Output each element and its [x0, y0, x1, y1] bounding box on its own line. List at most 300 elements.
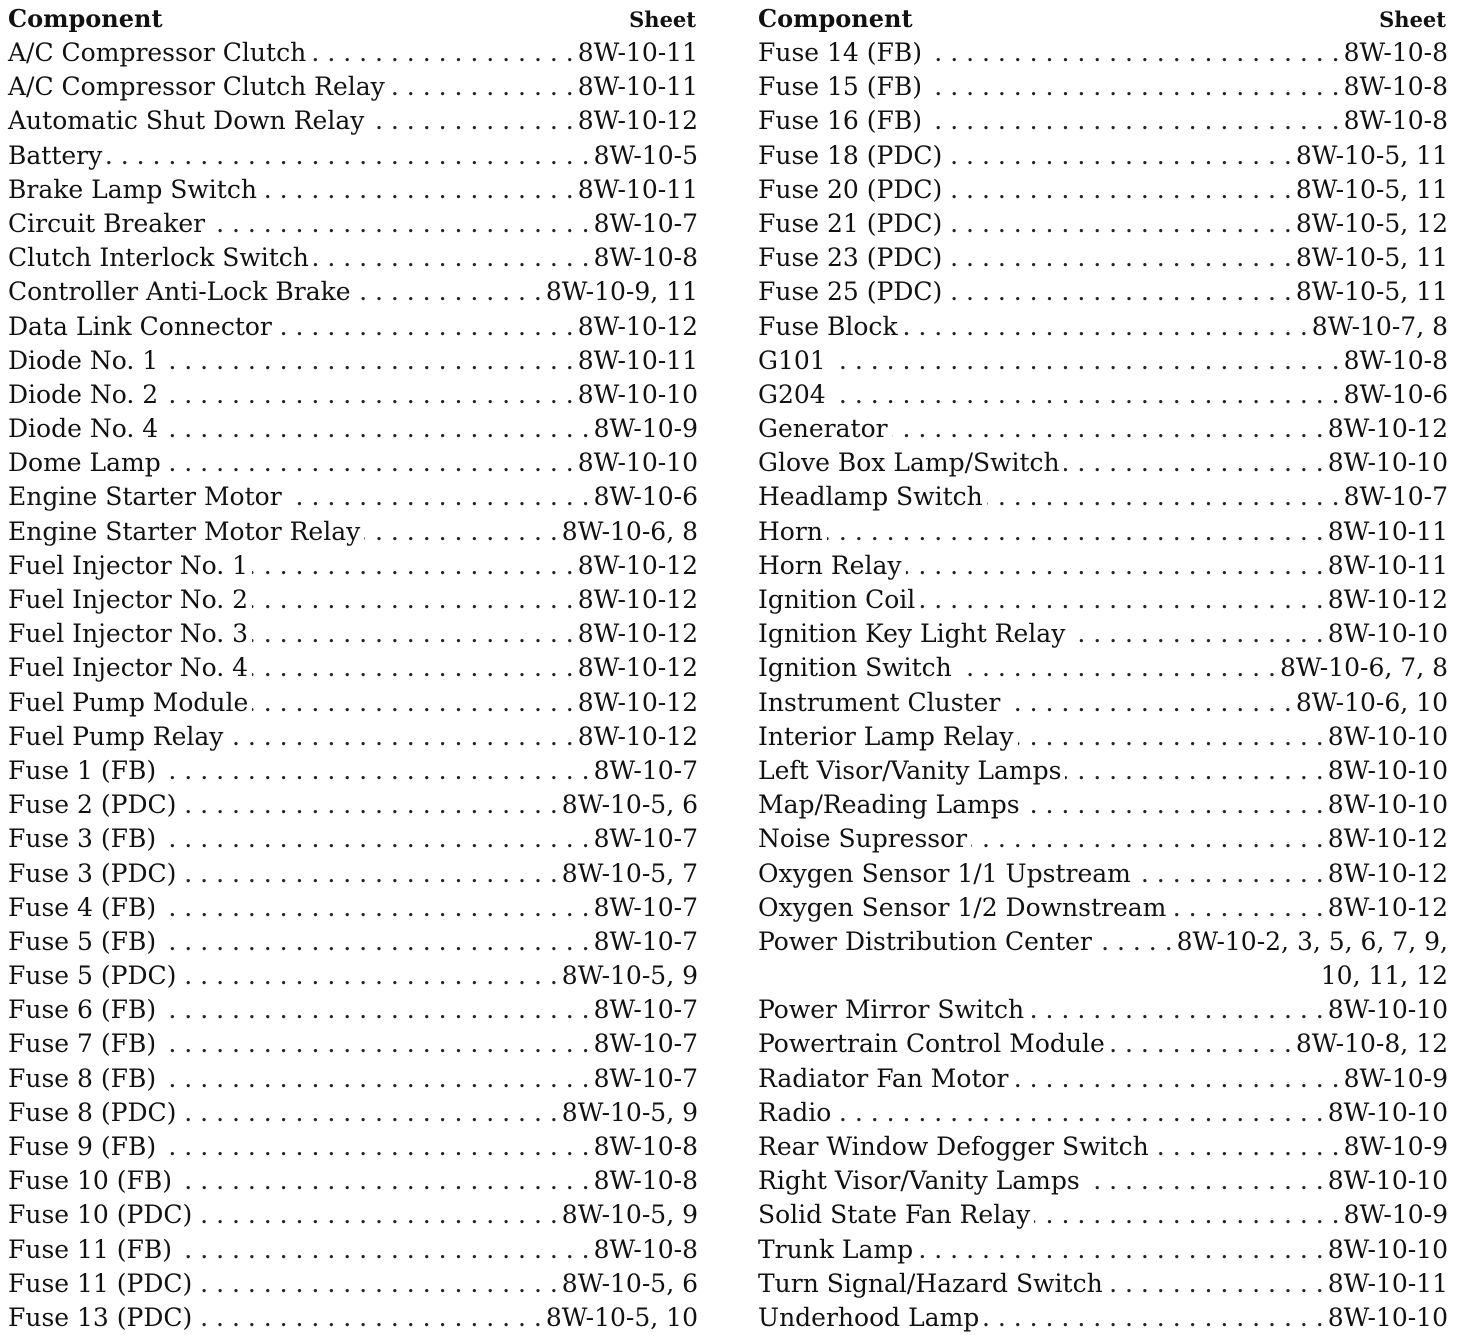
sheet-reference: 8W-10-8 — [1343, 38, 1448, 67]
component-name: Fuse 23 (PDC) — [758, 243, 943, 273]
component-name: Oxygen Sensor 1/2 Downstream — [758, 892, 1167, 922]
sheet-reference: 8W-10-10 — [1327, 790, 1448, 820]
sheet-reference: 8W-10-10 — [1327, 995, 1448, 1025]
sheet-reference: 8W-10-12 — [1327, 858, 1448, 888]
sheet-reference: 8W-10-9 — [1343, 1200, 1448, 1230]
dot-leader — [252, 549, 574, 583]
dot-leader — [196, 1198, 558, 1232]
component-name: Fuse 5 (FB) — [8, 926, 157, 956]
dot-leader — [1170, 891, 1323, 925]
index-row — [758, 1267, 1448, 1301]
index-row — [8, 822, 698, 856]
component-name: Fuse 10 (FB) — [8, 1166, 173, 1196]
component-name: Ignition Coil — [758, 585, 916, 614]
index-row — [758, 993, 1448, 1027]
right-column-header — [758, 2, 1448, 36]
component-name: A/C Compressor Clutch — [8, 38, 307, 67]
sheet-reference: 8W-10-5, 6 — [561, 1268, 698, 1298]
component-name: G101 — [758, 345, 826, 375]
sheet-reference: 8W-10-7 — [593, 892, 698, 922]
component-name: Circuit Breaker — [8, 208, 206, 238]
component-name: Engine Starter Motor — [8, 482, 282, 512]
component-name: Fuse 25 (PDC) — [758, 277, 943, 307]
index-row — [8, 925, 698, 959]
sheet-header: Sheet — [629, 7, 696, 32]
component-name: Controller Anti-Lock Brake — [8, 277, 351, 307]
component-name: Radio — [758, 1097, 832, 1127]
component-name: Fuse 14 (FB) — [758, 38, 923, 67]
component-name: Underhood Lamp — [758, 1302, 980, 1332]
index-row — [758, 925, 1448, 959]
sheet-reference: 8W-10-7 — [593, 208, 698, 238]
dot-leader — [1069, 617, 1323, 651]
component-name: Diode No. 1 — [8, 345, 159, 375]
component-name: Rear Window Defogger Switch — [758, 1132, 1149, 1161]
dot-leader — [919, 583, 1323, 617]
component-name: Power Distribution Center — [758, 926, 1092, 956]
sheet-reference: 8W-10-9 — [1343, 1132, 1448, 1161]
dot-leader — [835, 1096, 1323, 1130]
component-name: Trunk Lamp — [758, 1234, 914, 1264]
sheet-reference: 8W-10-5, 9 — [561, 1097, 698, 1127]
dot-leader — [1064, 446, 1324, 480]
dot-leader — [956, 651, 1276, 685]
index-row — [758, 36, 1448, 70]
index-row — [8, 754, 698, 788]
dot-leader — [946, 275, 1292, 309]
index-row — [8, 275, 698, 309]
dot-leader — [1028, 993, 1324, 1027]
index-row — [8, 891, 698, 925]
sheet-reference: 8W-10-5, 9 — [561, 1200, 698, 1230]
sheet-reference: 8W-10-10 — [577, 379, 698, 409]
component-name: Brake Lamp Switch — [8, 174, 257, 204]
component-header: Component — [758, 4, 913, 33]
component-name: Horn — [758, 516, 823, 546]
dot-leader — [261, 173, 574, 207]
sheet-reference: 8W-10-8 — [593, 1166, 698, 1196]
dot-leader — [827, 515, 1324, 549]
dot-leader — [160, 822, 589, 856]
index-row — [8, 686, 698, 720]
sheet-reference: 8W-10-11 — [1327, 1268, 1448, 1298]
dot-leader — [917, 1233, 1324, 1267]
sheet-reference: 8W-10-12 — [577, 721, 698, 751]
component-name: Clutch Interlock Switch — [8, 243, 309, 273]
index-row — [8, 36, 698, 70]
dot-leader — [252, 651, 574, 685]
index-row — [8, 515, 698, 549]
sheet-reference: 8W-10-12 — [1327, 824, 1448, 854]
sheet-reference: 8W-10-12 — [577, 106, 698, 136]
sheet-reference: 8W-10-6, 10 — [1295, 687, 1448, 717]
sheet-reference: 8W-10-8 — [1343, 72, 1448, 102]
component-name: Fuse 20 (PDC) — [758, 174, 943, 204]
component-name: Fuse 8 (FB) — [8, 1063, 157, 1093]
index-row — [8, 617, 698, 651]
sheet-reference: 8W-10-5, 10 — [545, 1302, 698, 1332]
sheet-reference: 8W-10-10 — [1327, 619, 1448, 649]
sheet-reference: 8W-10-12 — [577, 311, 698, 341]
component-name: Fuel Injector No. 4 — [8, 653, 248, 683]
dot-leader — [355, 275, 542, 309]
sheet-reference: 8W-10-12 — [577, 687, 698, 717]
index-row — [758, 1027, 1448, 1061]
sheet-reference: 8W-10-6 — [1343, 379, 1448, 409]
component-name: Fuse 15 (FB) — [758, 72, 923, 102]
dot-leader — [106, 139, 589, 173]
dot-leader — [926, 70, 1340, 104]
dot-leader — [1004, 686, 1292, 720]
sheet-reference-continuation: 10, 11, 12 — [1320, 961, 1448, 991]
sheet-reference: 8W-10-5 — [593, 140, 698, 170]
component-name: Turn Signal/Hazard Switch — [758, 1268, 1103, 1298]
component-name: Battery — [8, 140, 103, 170]
index-row — [758, 651, 1448, 685]
component-name: Fuse 16 (FB) — [758, 106, 923, 136]
sheet-reference: 8W-10-7 — [593, 995, 698, 1025]
component-name: Left Visor/Vanity Lamps — [758, 755, 1062, 785]
dot-leader — [1096, 925, 1173, 959]
dot-leader — [987, 480, 1340, 514]
sheet-reference: 8W-10-12 — [577, 585, 698, 614]
component-name: Right Visor/Vanity Lamps — [758, 1166, 1080, 1196]
index-row — [758, 1130, 1448, 1164]
component-name: Fuse 7 (FB) — [8, 1029, 157, 1059]
index-row — [758, 412, 1448, 446]
sheet-reference: 8W-10-12 — [1327, 892, 1448, 922]
sheet-reference: 8W-10-12 — [1327, 414, 1448, 444]
dot-leader — [252, 686, 573, 720]
dot-leader — [926, 104, 1340, 138]
sheet-reference: 8W-10-10 — [1327, 1097, 1448, 1127]
component-name: Diode No. 4 — [8, 414, 159, 444]
dot-leader — [1018, 720, 1324, 754]
index-row — [758, 617, 1448, 651]
component-name: Oxygen Sensor 1/1 Upstream — [758, 858, 1131, 888]
index-row — [758, 139, 1448, 173]
index-row — [8, 651, 698, 685]
dot-leader — [310, 36, 574, 70]
dot-leader — [176, 1233, 590, 1267]
sheet-reference: 8W-10-5, 6 — [561, 790, 698, 820]
component-name: Powertrain Control Module — [758, 1029, 1105, 1059]
component-name: Headlamp Switch — [758, 482, 983, 512]
dot-leader — [971, 822, 1324, 856]
left-column — [8, 2, 698, 1335]
dot-leader — [1135, 857, 1324, 891]
index-row — [758, 549, 1448, 583]
component-name: Fuse 6 (FB) — [8, 995, 157, 1025]
dot-leader — [368, 104, 573, 138]
dot-leader — [160, 891, 589, 925]
sheet-reference: 8W-10-5, 12 — [1295, 208, 1448, 238]
dot-leader — [180, 788, 557, 822]
component-name: Fuse 5 (PDC) — [8, 961, 177, 991]
dot-leader — [902, 310, 1308, 344]
component-name: Fuel Pump Relay — [8, 721, 224, 751]
dot-leader — [180, 1096, 557, 1130]
index-row — [8, 173, 698, 207]
index-row — [8, 549, 698, 583]
component-name: Fuse 1 (FB) — [8, 755, 157, 785]
component-name: Map/Reading Lamps — [758, 790, 1020, 820]
sheet-reference: 8W-10-11 — [1327, 550, 1448, 580]
component-name: Fuse 9 (FB) — [8, 1132, 157, 1161]
dot-leader — [946, 241, 1292, 275]
sheet-reference: 8W-10-2, 3, 5, 6, 7, 9, — [1176, 926, 1448, 956]
index-row — [758, 1062, 1448, 1096]
component-name: Fuse 2 (PDC) — [8, 790, 177, 820]
index-row — [8, 310, 698, 344]
sheet-reference: 8W-10-10 — [577, 448, 698, 478]
component-name: Dome Lamp — [8, 448, 161, 478]
left-column-header — [8, 2, 698, 36]
dot-leader — [286, 480, 590, 514]
sheet-reference: 8W-10-12 — [577, 619, 698, 649]
component-name: Fuse 8 (PDC) — [8, 1097, 177, 1127]
sheet-reference: 8W-10-7 — [593, 1029, 698, 1059]
index-row — [758, 891, 1448, 925]
index-row — [758, 788, 1448, 822]
index-row-continuation — [758, 959, 1448, 993]
sheet-reference: 8W-10-5, 11 — [1295, 174, 1448, 204]
sheet-reference: 8W-10-10 — [1327, 755, 1448, 785]
component-name: Fuse 3 (PDC) — [8, 858, 177, 888]
component-name: Fuse 13 (PDC) — [8, 1302, 193, 1332]
dot-leader — [1024, 788, 1324, 822]
dot-leader — [160, 1027, 589, 1061]
sheet-reference: 8W-10-11 — [577, 345, 698, 375]
sheet-reference: 8W-10-6, 8 — [561, 516, 698, 546]
index-row — [8, 446, 698, 480]
dot-leader — [209, 207, 590, 241]
dot-leader — [946, 139, 1292, 173]
index-row — [8, 1267, 698, 1301]
sheet-reference: 8W-10-7 — [593, 755, 698, 785]
sheet-reference: 8W-10-11 — [1327, 516, 1448, 546]
index-row — [758, 70, 1448, 104]
component-name: Fuse 18 (PDC) — [758, 140, 943, 170]
component-name: A/C Compressor Clutch Relay — [8, 72, 385, 102]
index-row — [758, 1164, 1448, 1198]
component-name: Diode No. 2 — [8, 379, 159, 409]
component-name: Ignition Switch — [758, 653, 952, 683]
sheet-reference: 8W-10-11 — [577, 38, 698, 67]
sheet-reference: 8W-10-6 — [593, 482, 698, 512]
index-row — [758, 173, 1448, 207]
dot-leader — [926, 36, 1340, 70]
dot-leader — [1153, 1130, 1340, 1164]
sheet-reference: 8W-10-5, 7 — [561, 858, 698, 888]
sheet-reference: 8W-10-11 — [577, 72, 698, 102]
sheet-reference: 8W-10-5, 11 — [1295, 140, 1448, 170]
sheet-reference: 8W-10-12 — [1327, 585, 1448, 614]
right-row-list — [758, 36, 1448, 1335]
index-row — [758, 207, 1448, 241]
dot-leader — [165, 446, 574, 480]
component-name: Fuse 21 (PDC) — [758, 208, 943, 238]
dot-leader — [364, 515, 558, 549]
dot-leader — [160, 1062, 589, 1096]
component-name: Fuel Injector No. 2 — [8, 585, 248, 614]
index-row — [8, 412, 698, 446]
dot-leader — [176, 1164, 590, 1198]
index-row — [8, 1096, 698, 1130]
index-row — [8, 344, 698, 378]
component-name: Fuse 10 (PDC) — [8, 1200, 193, 1230]
sheet-reference: 8W-10-6, 7, 8 — [1280, 653, 1448, 683]
dot-leader — [160, 1130, 589, 1164]
index-row — [8, 993, 698, 1027]
component-name: Fuse 11 (PDC) — [8, 1268, 193, 1298]
index-row — [8, 1301, 698, 1335]
sheet-reference: 8W-10-7 — [593, 1063, 698, 1093]
sheet-reference: 8W-10-9 — [1343, 1063, 1448, 1093]
sheet-reference: 8W-10-7 — [593, 926, 698, 956]
index-row — [8, 1130, 698, 1164]
component-name: Radiator Fan Motor — [758, 1063, 1009, 1093]
dot-leader — [1013, 1062, 1340, 1096]
sheet-reference: 8W-10-8 — [593, 1132, 698, 1161]
index-row — [758, 310, 1448, 344]
index-row — [758, 344, 1448, 378]
index-row — [758, 275, 1448, 309]
index-row — [8, 1062, 698, 1096]
dot-leader — [1034, 1198, 1339, 1232]
index-row — [8, 207, 698, 241]
component-name: Data Link Connector — [8, 311, 272, 341]
index-row — [8, 583, 698, 617]
index-row — [758, 515, 1448, 549]
sheet-reference: 8W-10-10 — [1327, 1234, 1448, 1264]
component-name: Fuel Injector No. 3 — [8, 619, 248, 649]
dot-leader — [196, 1267, 558, 1301]
sheet-reference: 8W-10-11 — [577, 174, 698, 204]
dot-leader — [906, 549, 1324, 583]
index-row — [758, 754, 1448, 788]
component-name: Horn Relay — [758, 550, 902, 580]
index-row — [758, 857, 1448, 891]
dot-leader — [892, 412, 1324, 446]
dot-leader — [276, 310, 574, 344]
index-row — [758, 1198, 1448, 1232]
dot-leader — [946, 207, 1292, 241]
dot-leader — [830, 378, 1340, 412]
sheet-reference: 8W-10-10 — [1327, 721, 1448, 751]
index-row — [8, 1233, 698, 1267]
index-row — [758, 686, 1448, 720]
sheet-reference: 8W-10-12 — [577, 550, 698, 580]
sheet-header: Sheet — [1379, 7, 1446, 32]
index-row — [8, 480, 698, 514]
sheet-reference: 8W-10-9, 11 — [545, 277, 698, 307]
sheet-reference: 8W-10-10 — [1327, 1166, 1448, 1196]
index-row — [758, 1233, 1448, 1267]
dot-leader — [389, 70, 574, 104]
sheet-reference: 8W-10-10 — [1327, 1302, 1448, 1332]
component-header: Component — [8, 4, 163, 33]
component-name: Fuse 3 (FB) — [8, 824, 157, 854]
sheet-reference: 8W-10-8 — [1343, 345, 1448, 375]
left-row-list — [8, 36, 698, 1335]
dot-leader — [1109, 1027, 1292, 1061]
sheet-reference: 8W-10-9 — [593, 414, 698, 444]
index-row — [8, 139, 698, 173]
component-name: Generator — [758, 414, 888, 444]
sheet-reference: 8W-10-7, 8 — [1311, 311, 1448, 341]
index-row — [8, 104, 698, 138]
dot-leader — [180, 857, 557, 891]
index-row — [8, 1198, 698, 1232]
index-row — [8, 1027, 698, 1061]
index-row — [758, 1096, 1448, 1130]
component-name: Automatic Shut Down Relay — [8, 106, 365, 136]
dot-leader — [162, 344, 574, 378]
sheet-reference: 8W-10-8 — [593, 1234, 698, 1264]
sheet-reference: 8W-10-8 — [593, 243, 698, 273]
sheet-reference: 8W-10-8 — [1343, 106, 1448, 136]
component-name: Fuel Injector No. 1 — [8, 550, 248, 580]
dot-leader — [180, 959, 557, 993]
component-name: G204 — [758, 379, 826, 409]
index-row — [8, 788, 698, 822]
component-name: Interior Lamp Relay — [758, 721, 1014, 751]
index-row — [758, 822, 1448, 856]
dot-leader — [160, 993, 589, 1027]
index-row — [758, 378, 1448, 412]
index-row — [8, 378, 698, 412]
index-row — [8, 959, 698, 993]
component-name: Fuse 4 (FB) — [8, 892, 157, 922]
dot-leader — [1084, 1164, 1324, 1198]
dot-leader — [946, 173, 1292, 207]
index-row — [8, 857, 698, 891]
component-name: Fuel Pump Module — [8, 687, 249, 717]
dot-leader — [252, 583, 574, 617]
index-row — [8, 1164, 698, 1198]
sheet-reference: 8W-10-7 — [1343, 482, 1448, 512]
index-row — [8, 70, 698, 104]
component-name: Instrument Cluster — [758, 687, 1001, 717]
dot-leader — [252, 617, 574, 651]
component-name: Noise Supressor — [758, 824, 968, 854]
dot-leader — [1065, 754, 1323, 788]
index-row — [758, 583, 1448, 617]
index-row — [8, 720, 698, 754]
right-column — [758, 2, 1448, 1335]
index-row — [758, 241, 1448, 275]
index-row — [758, 446, 1448, 480]
index-row — [758, 720, 1448, 754]
index-row — [758, 1301, 1448, 1335]
sheet-reference: 8W-10-5, 11 — [1295, 277, 1448, 307]
dot-leader — [227, 720, 573, 754]
dot-leader — [162, 378, 574, 412]
component-name: Power Mirror Switch — [758, 995, 1025, 1025]
component-name: Glove Box Lamp/Switch — [758, 448, 1060, 478]
sheet-reference: 8W-10-10 — [1327, 448, 1448, 478]
component-name: Ignition Key Light Relay — [758, 619, 1066, 649]
index-row — [758, 104, 1448, 138]
component-name: Fuse 11 (FB) — [8, 1234, 173, 1264]
sheet-reference: 8W-10-8, 12 — [1295, 1029, 1448, 1059]
component-name: Solid State Fan Relay — [758, 1200, 1031, 1230]
dot-leader — [1107, 1267, 1324, 1301]
sheet-reference: 8W-10-5, 9 — [561, 961, 698, 991]
dot-leader — [196, 1301, 542, 1335]
index-row — [8, 241, 698, 275]
